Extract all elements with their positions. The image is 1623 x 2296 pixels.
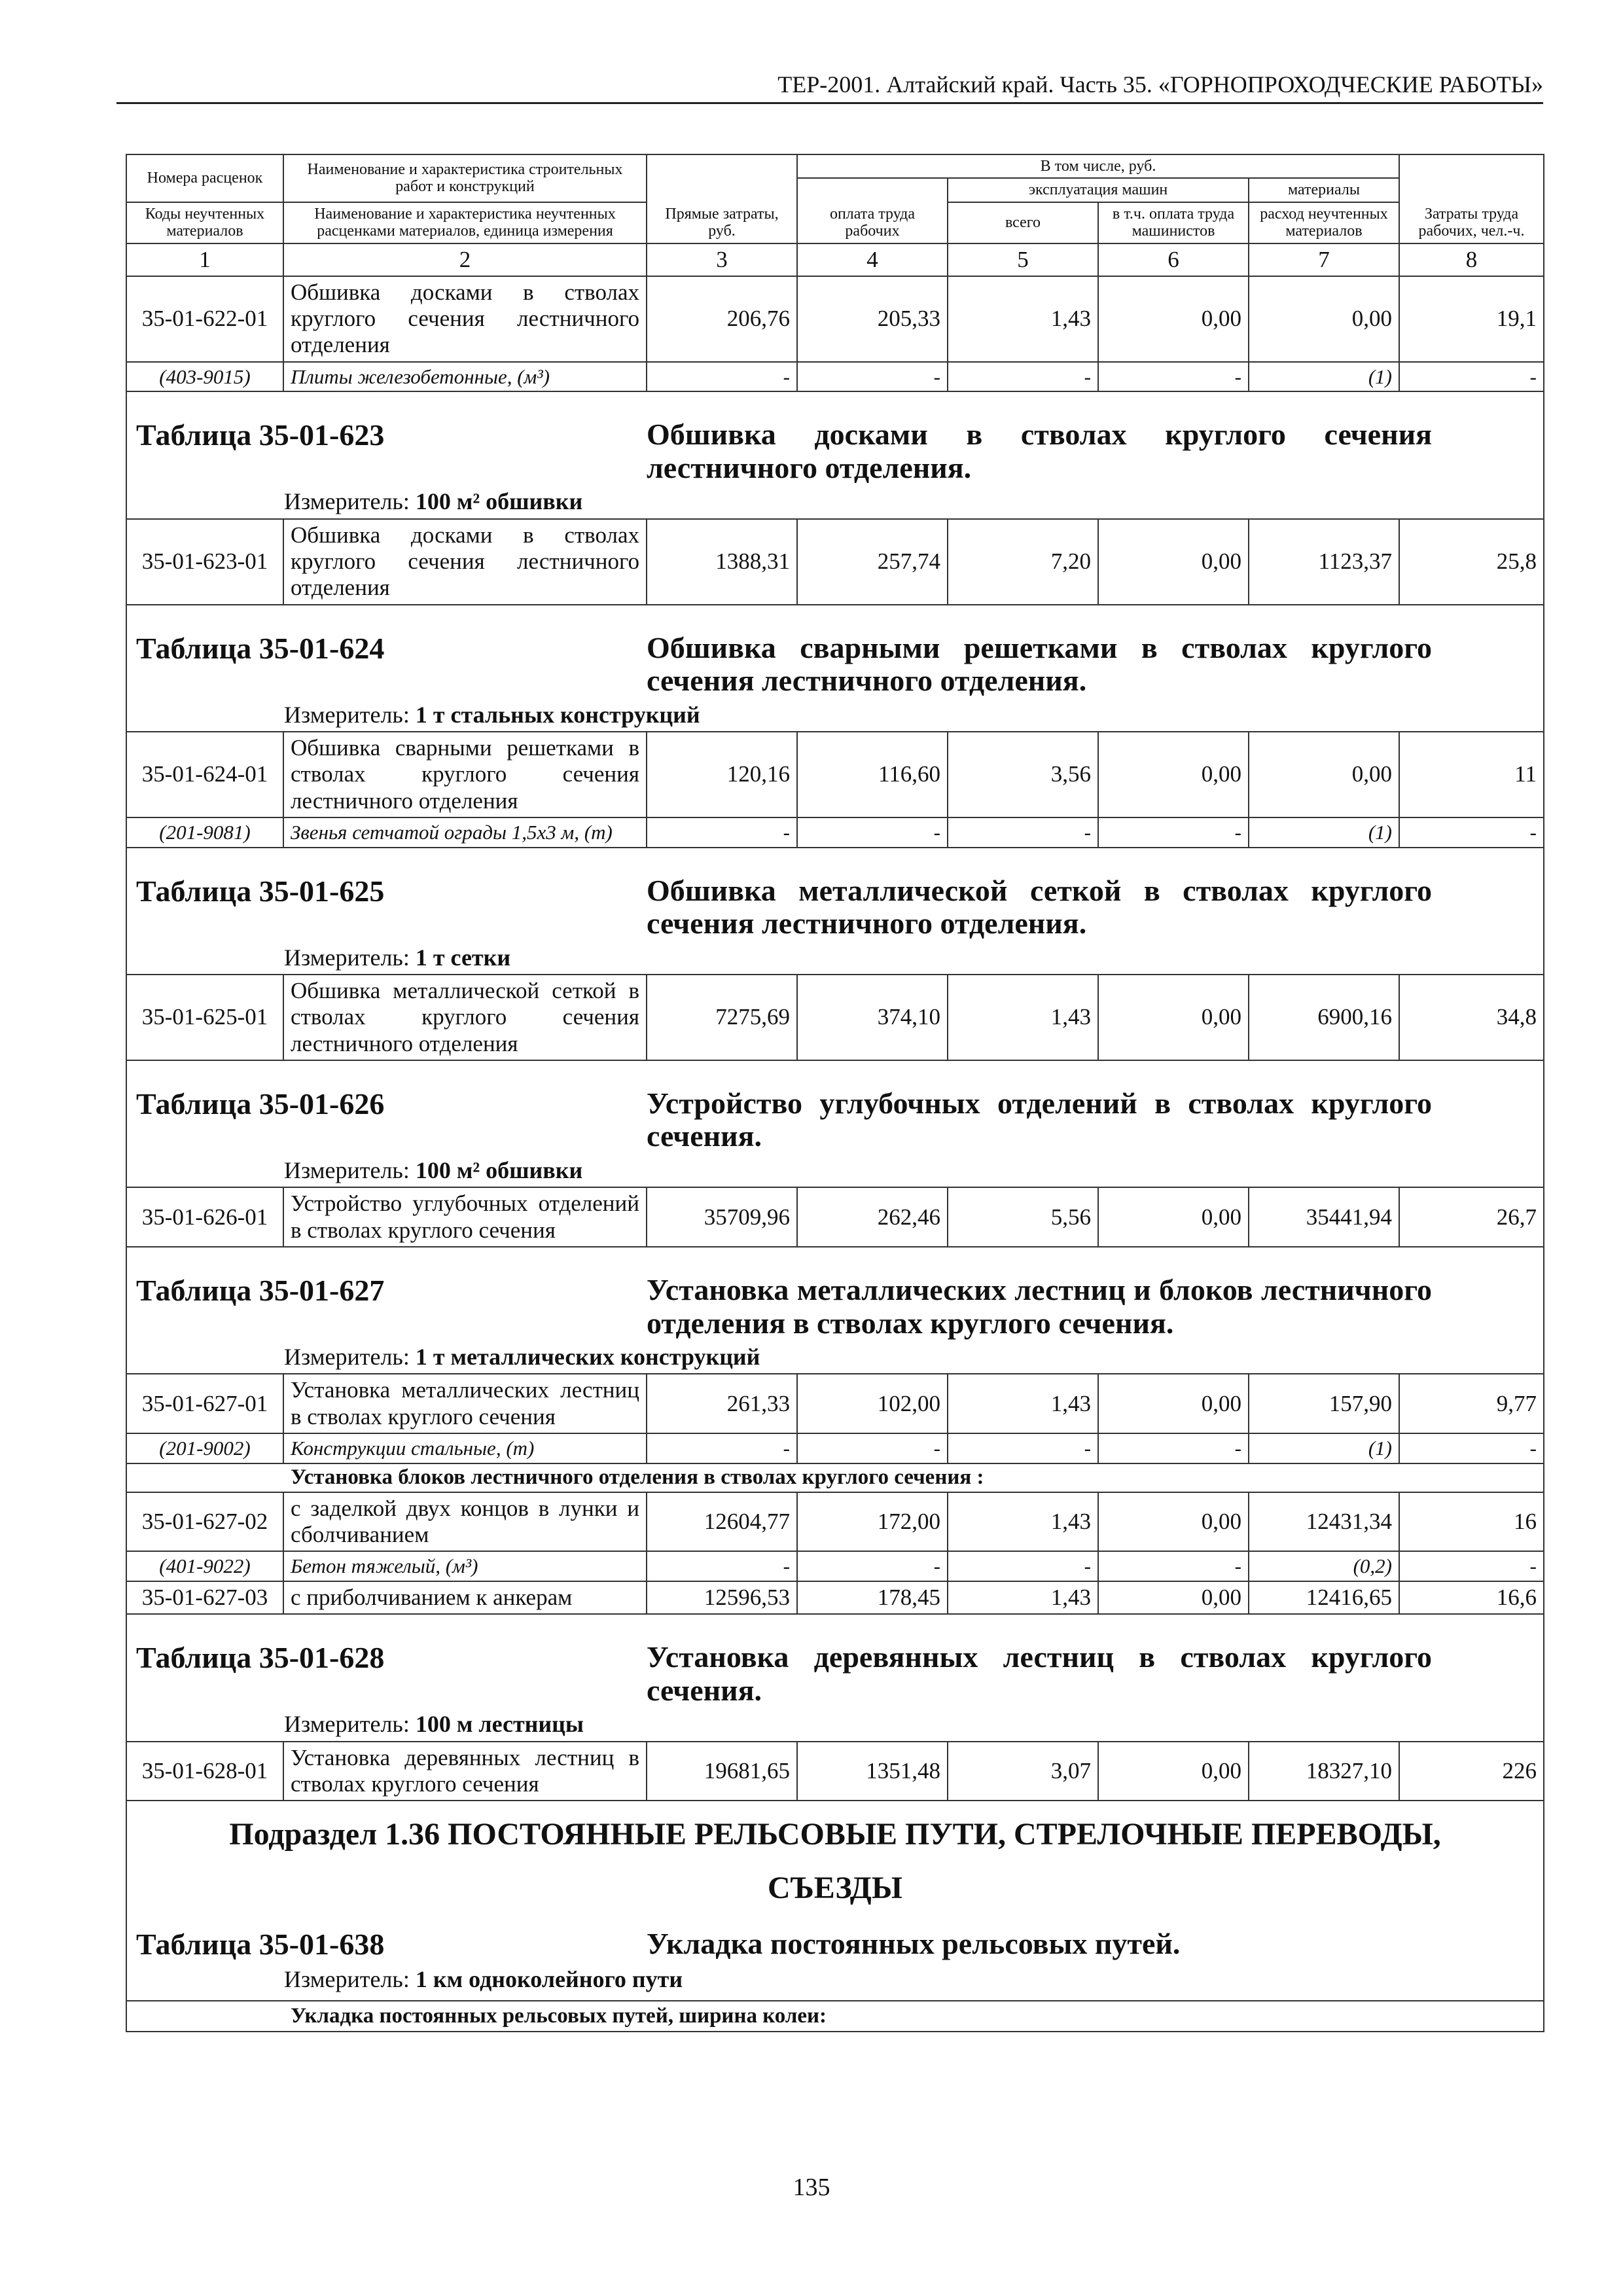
section-title: Подраздел 1.36 ПОСТОЯННЫЕ РЕЛЬСОВЫЕ ПУТИ, СТРЕЛОЧНЫЕ ПЕРЕВОДЫ, СЪЕЗДЫ [229, 1817, 1441, 1905]
materials-cost-cell: (0,2) [1249, 1551, 1399, 1581]
rate-code: 35-01-627-01 [126, 1374, 283, 1433]
work-description: Установка деревянных лестниц в стволах круглого сечения [283, 1742, 647, 1801]
work-description: Обшивка досками в стволах круглого сечения лестничного отделения [283, 276, 647, 362]
worker-pay-cell: - [797, 1551, 948, 1581]
work-description: с заделкой двух концов в лунки и сболчиванием [283, 1492, 647, 1552]
materials-cost-cell: (1) [1249, 362, 1399, 392]
worker-pay-cell: 172,00 [797, 1492, 948, 1552]
operator-pay-cell: 0,00 [1098, 732, 1249, 817]
table-title: Установка металлических лестниц и блоков лестничного отделения в стволах круглого сечения. [647, 1272, 1432, 1340]
work-description: Обшивка металлической сеткой в стволах круглого сечения лестничного отделения [283, 975, 647, 1060]
table-number: Таблица 35-01-623 [136, 418, 385, 452]
machine-total-cell: - [948, 1433, 1098, 1463]
direct-costs-cell: 206,76 [647, 276, 797, 362]
table-row [126, 1581, 1544, 1614]
material-row [126, 1433, 1544, 1463]
work-description: Устройство углубочных отделений в стволах круглого сечения [283, 1187, 647, 1247]
worker-pay-cell: 262,46 [797, 1187, 948, 1247]
materials-cost-cell: (1) [1249, 1433, 1399, 1463]
col-direct-costs: Прямые затраты, руб. [647, 154, 797, 243]
machine-total-cell: 1,43 [948, 1581, 1098, 1614]
materials-cost-cell: 6900,16 [1249, 975, 1399, 1060]
rates-table [126, 154, 1544, 2032]
running-header: ТЕР-2001. Алтайский край. Часть 35. «ГОРНОПРОХОДЧЕСКИЕ РАБОТЫ» [116, 71, 1543, 104]
worker-pay-cell: 178,45 [797, 1581, 948, 1614]
worker-pay-cell: 116,60 [797, 732, 948, 817]
rate-code: 35-01-624-01 [126, 732, 283, 817]
machine-total-cell: 3,07 [948, 1742, 1098, 1801]
work-description: Обшивка досками в стволах круглого сечения лестничного отделения [283, 519, 647, 605]
operator-pay-cell: 0,00 [1098, 1581, 1249, 1614]
worker-pay-cell: - [797, 362, 948, 392]
work-description: с приболчиванием к анкерам [283, 1581, 647, 1614]
labor-costs-cell: - [1399, 817, 1544, 848]
col-materials: материалы [1249, 178, 1399, 202]
material-row [126, 1551, 1544, 1581]
machine-total-cell: 1,43 [948, 1374, 1098, 1433]
labor-costs-cell: 34,8 [1399, 975, 1544, 1060]
direct-costs-cell: 261,33 [647, 1374, 797, 1433]
labor-costs-cell: 226 [1399, 1742, 1544, 1801]
labor-costs-cell: 16 [1399, 1492, 1544, 1552]
materials-cost-cell: 157,90 [1249, 1374, 1399, 1433]
machine-total-cell: 3,56 [948, 732, 1098, 817]
materials-cost-cell: 18327,10 [1249, 1742, 1399, 1801]
rate-code: 35-01-622-01 [126, 276, 283, 362]
col-machine-operation: эксплуатация машин [948, 178, 1249, 202]
worker-pay-cell: 102,00 [797, 1374, 948, 1433]
direct-costs-cell: 12596,53 [647, 1581, 797, 1614]
direct-costs-cell: 7275,69 [647, 975, 797, 1060]
labor-costs-cell: 9,77 [1399, 1374, 1544, 1433]
table-title: Устройство углубочных отделений в стволах круглого сечения. [647, 1086, 1432, 1153]
material-name: Бетон тяжелый, (м³) [283, 1551, 647, 1581]
worker-pay-cell: - [797, 1433, 948, 1463]
work-description: Обшивка сварными решетками в стволах круглого сечения лестничного отделения [283, 732, 647, 817]
operator-pay-cell: 0,00 [1098, 1742, 1249, 1801]
table-row [126, 519, 1544, 605]
materials-cost-cell: 12416,65 [1249, 1581, 1399, 1614]
material-name: Звенья сетчатой ограды 1,5х3 м, (т) [283, 817, 647, 848]
machine-total-cell: 1,43 [948, 975, 1098, 1060]
direct-costs-cell: - [647, 1551, 797, 1581]
labor-costs-cell: 26,7 [1399, 1187, 1544, 1247]
rate-code: 35-01-623-01 [126, 519, 283, 605]
machine-total-cell: 1,43 [948, 276, 1098, 362]
table-title: Обшивка досками в стволах круглого сечения лестничного отделения. [647, 418, 1432, 484]
material-code: (403-9015) [126, 362, 283, 392]
table-row [126, 1492, 1544, 1552]
operator-pay-cell: - [1098, 1433, 1249, 1463]
work-description: Установка металлических лестниц в стволах круглого сечения [283, 1374, 647, 1433]
measure-line: Измеритель: 1 км одноколейного пути [284, 1966, 683, 1993]
table-title: Установка деревянных лестниц в стволах круглого сечения. [647, 1640, 1432, 1707]
materials-cost-cell: 0,00 [1249, 732, 1399, 817]
direct-costs-cell: 120,16 [647, 732, 797, 817]
machine-total-cell: 5,56 [948, 1187, 1098, 1247]
direct-costs-cell: - [647, 817, 797, 848]
table-row [126, 1742, 1544, 1801]
col-unaccounted-mat: расход неучтенных материалов [1249, 202, 1399, 243]
operator-pay-cell: 0,00 [1098, 519, 1249, 605]
measure-line: Измеритель: 100 м лестницы [284, 1711, 584, 1738]
operator-pay-cell: 0,00 [1098, 276, 1249, 362]
operator-pay-cell: 0,00 [1098, 1187, 1249, 1247]
table-row [126, 276, 1544, 362]
table-row [126, 1374, 1544, 1433]
labor-costs-cell: - [1399, 362, 1544, 392]
direct-costs-cell: 12604,77 [647, 1492, 797, 1552]
materials-cost-cell: 0,00 [1249, 276, 1399, 362]
col-rate-numbers: Номера расценок [126, 154, 283, 202]
col-including: В том числе, руб. [797, 154, 1399, 178]
table-title: Укладка постоянных рельсовых путей. [647, 1927, 1181, 1961]
machine-total-cell: 1,43 [948, 1492, 1098, 1552]
operator-pay-cell: 0,00 [1098, 1492, 1249, 1552]
rate-code: 35-01-627-02 [126, 1492, 283, 1552]
worker-pay-cell: 374,10 [797, 975, 948, 1060]
table-title: Обшивка металлической сеткой в стволах круглого сечения лестничного отделения. [647, 873, 1432, 941]
worker-pay-cell: - [797, 817, 948, 848]
rate-code: 35-01-627-03 [126, 1581, 283, 1614]
direct-costs-cell: 35709,96 [647, 1187, 797, 1247]
direct-costs-cell: 19681,65 [647, 1742, 797, 1801]
measure-line: Измеритель: 100 м² обшивки [284, 488, 583, 515]
rate-code: 35-01-626-01 [126, 1187, 283, 1247]
materials-cost-cell: 35441,94 [1249, 1187, 1399, 1247]
table-row [126, 975, 1544, 1060]
operator-pay-cell: 0,00 [1098, 975, 1249, 1060]
operator-pay-cell: - [1098, 362, 1249, 392]
rate-code: 35-01-625-01 [126, 975, 283, 1060]
operator-pay-cell: - [1098, 1551, 1249, 1581]
col-labor-costs: Затраты труда рабочих, чел.-ч. [1399, 154, 1544, 243]
table-number: Таблица 35-01-625 [136, 874, 385, 908]
table-number: Таблица 35-01-626 [136, 1086, 385, 1121]
labor-costs-cell: 25,8 [1399, 519, 1544, 605]
table-number: Таблица 35-01-628 [136, 1640, 385, 1674]
measure-line: Измеритель: 1 т стальных конструкций [284, 701, 700, 728]
material-name: Плиты железобетонные, (м³) [283, 362, 647, 392]
rate-code: 35-01-628-01 [126, 1742, 283, 1801]
col-worker-pay: оплата труда рабочих [797, 178, 948, 243]
worker-pay-cell: 205,33 [797, 276, 948, 362]
col-total: всего [948, 202, 1098, 243]
material-code: (201-9002) [126, 1433, 283, 1463]
material-row [126, 817, 1544, 848]
direct-costs-cell: 1388,31 [647, 519, 797, 605]
col-mat-name: Наименование и характеристика неучтенных расценками материалов, единица измерения [283, 202, 647, 243]
operator-pay-cell: 0,00 [1098, 1374, 1249, 1433]
header-row-1 [126, 154, 1544, 178]
operator-pay-cell: - [1098, 817, 1249, 848]
material-name: Конструкции стальные, (т) [283, 1433, 647, 1463]
materials-cost-cell: (1) [1249, 817, 1399, 848]
materials-cost-cell: 12431,34 [1249, 1492, 1399, 1552]
col-operator-pay: в т.ч. оплата труда машинистов [1098, 202, 1249, 243]
material-code: (401-9022) [126, 1551, 283, 1581]
table-number: Таблица 35-01-627 [136, 1273, 385, 1307]
table-row [126, 1187, 1544, 1247]
table-row [126, 732, 1544, 817]
machine-total-cell: - [948, 362, 1098, 392]
direct-costs-cell: - [647, 1433, 797, 1463]
worker-pay-cell: 257,74 [797, 519, 948, 605]
measure-line: Измеритель: 100 м² обшивки [284, 1157, 583, 1184]
machine-total-cell: - [948, 1551, 1098, 1581]
worker-pay-cell: 1351,48 [797, 1742, 948, 1801]
labor-costs-cell: 11 [1399, 732, 1544, 817]
subheading: Установка блоков лестничного отделения в стволах круглого сечения : [291, 1465, 984, 1489]
column-numbers-row: 1 2 3 4 5 6 7 8 [126, 243, 1544, 276]
table-number: Таблица 35-01-624 [136, 631, 385, 665]
table-number: Таблица 35-01-638 [136, 1928, 385, 1962]
labor-costs-cell: 16,6 [1399, 1581, 1544, 1614]
col-work-name: Наименование и характеристика строительных работ и конструкций [283, 154, 647, 202]
labor-costs-cell: - [1399, 1433, 1544, 1463]
measure-line: Измеритель: 1 т металлических конструкций [284, 1344, 760, 1371]
materials-cost-cell: 1123,37 [1249, 519, 1399, 605]
measure-line: Измеритель: 1 т сетки [284, 944, 511, 971]
labor-costs-cell: - [1399, 1551, 1544, 1581]
machine-total-cell: 7,20 [948, 519, 1098, 605]
col-codes: Коды неучтенных материалов [126, 202, 283, 243]
table-title: Обшивка сварными решетками в стволах круглого сечения лестничного отделения. [647, 630, 1432, 698]
material-row [126, 362, 1544, 392]
material-code: (201-9081) [126, 817, 283, 848]
machine-total-cell: - [948, 817, 1098, 848]
labor-costs-cell: 19,1 [1399, 276, 1544, 362]
page-number: 135 [793, 2174, 830, 2201]
subheading: Укладка постоянных рельсовых путей, ширина колеи: [291, 2003, 827, 2028]
direct-costs-cell: - [647, 362, 797, 392]
